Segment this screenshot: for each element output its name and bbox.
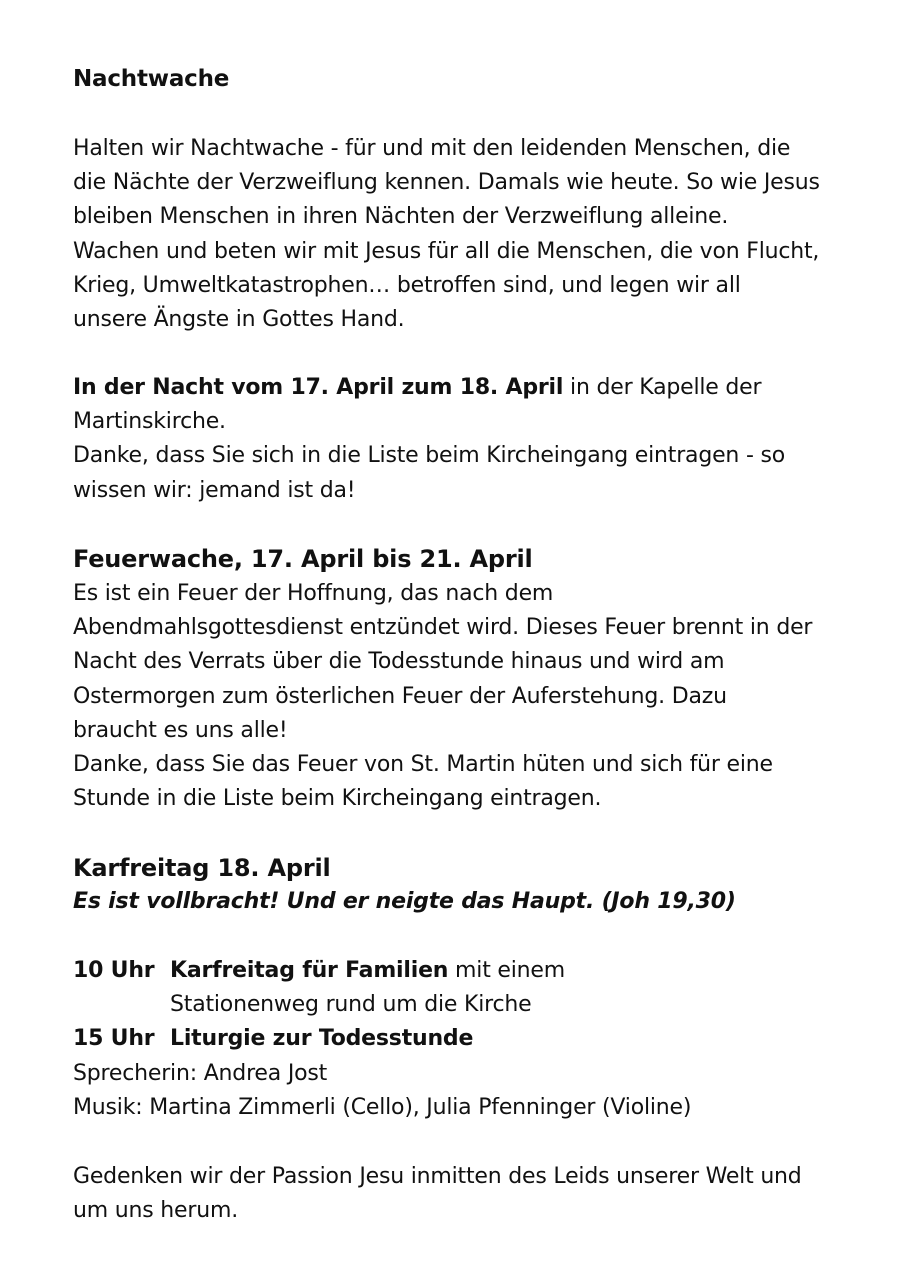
schedule-location: in der Kapelle der [563,375,762,400]
text-line: Ostermorgen zum österlichen Feuer der Auferstehung. Dazu [73,683,727,709]
nachtwache-heading: Nachtwache [73,66,230,92]
karfreitag-heading: Karfreitag 18. April [73,854,331,882]
text-line: unsere Ängste in Gottes Hand. [73,307,405,333]
text-line: Wachen und beten wir mit Jesus für all die Menschen, die von Flucht, [73,238,820,264]
text-line: wissen wir: jemand ist da! [73,477,356,503]
event-title: Liturgie zur Todesstunde [170,1026,474,1052]
text-line: Krieg, Umweltkatastrophen… betroffen sind, und legen wir all [73,272,741,298]
event-time: 15 Uhr [73,1026,155,1052]
karfreitag-quote: Es ist vollbracht! Und er neigte das Haupt. (Joh 19,30) [73,889,736,914]
music-line: Musik: Martina Zimmerli (Cello), Julia Pfenninger (Violine) [73,1094,692,1120]
event-description: mit einem [448,958,565,983]
feuerwache-heading: Feuerwache, 17. April bis 21. April [73,545,533,573]
text-line: Martinskirche. [73,409,226,435]
karfreitag-events [73,954,691,1125]
speaker-line: Sprecherin: Andrea Jost [73,1060,328,1086]
text-line: Nacht des Verrats über die Todesstunde hinaus und wird am [73,649,725,675]
nachtwache-schedule [73,371,785,508]
event-item [73,1022,691,1056]
karfreitag-closing [73,1160,802,1228]
text-line: braucht es uns alle! [73,717,288,743]
text-line: bleiben Menschen in ihren Nächten der Verzweiflung alleine. [73,204,729,230]
text-line: Danke, dass Sie sich in die Liste beim Kircheingang eintragen - so [73,443,786,469]
text-line: um uns herum. [73,1198,238,1224]
nachtwache-paragraph [73,132,820,337]
text-line: Danke, dass Sie das Feuer von St. Martin hüten und sich für eine [73,752,773,778]
text-line: die Nächte der Verzweiflung kennen. Damals wie heute. So wie Jesus [73,170,820,196]
schedule-date: In der Nacht vom 17. April zum 18. April [73,375,564,400]
event-time: 10 Uhr [73,958,155,983]
event-item-continuation [73,988,691,1022]
event-description: Stationenweg rund um die Kirche [170,992,532,1018]
text-line: Stunde in die Liste beim Kircheingang eintragen. [73,786,602,812]
text-line: Gedenken wir der Passion Jesu inmitten des Leids unserer Welt und [73,1164,802,1189]
text-line: Es ist ein Feuer der Hoffnung, das nach dem [73,581,554,606]
text-line: Abendmahlsgottesdienst entzündet wird. Dieses Feuer brennt in der [73,615,813,641]
text-line: Halten wir Nachtwache - für und mit den leidenden Menschen, die [73,136,791,161]
event-title: Karfreitag für Familien [170,958,449,983]
feuerwache-paragraph [73,577,812,816]
schedule-line [73,371,785,405]
event-item [73,954,691,988]
